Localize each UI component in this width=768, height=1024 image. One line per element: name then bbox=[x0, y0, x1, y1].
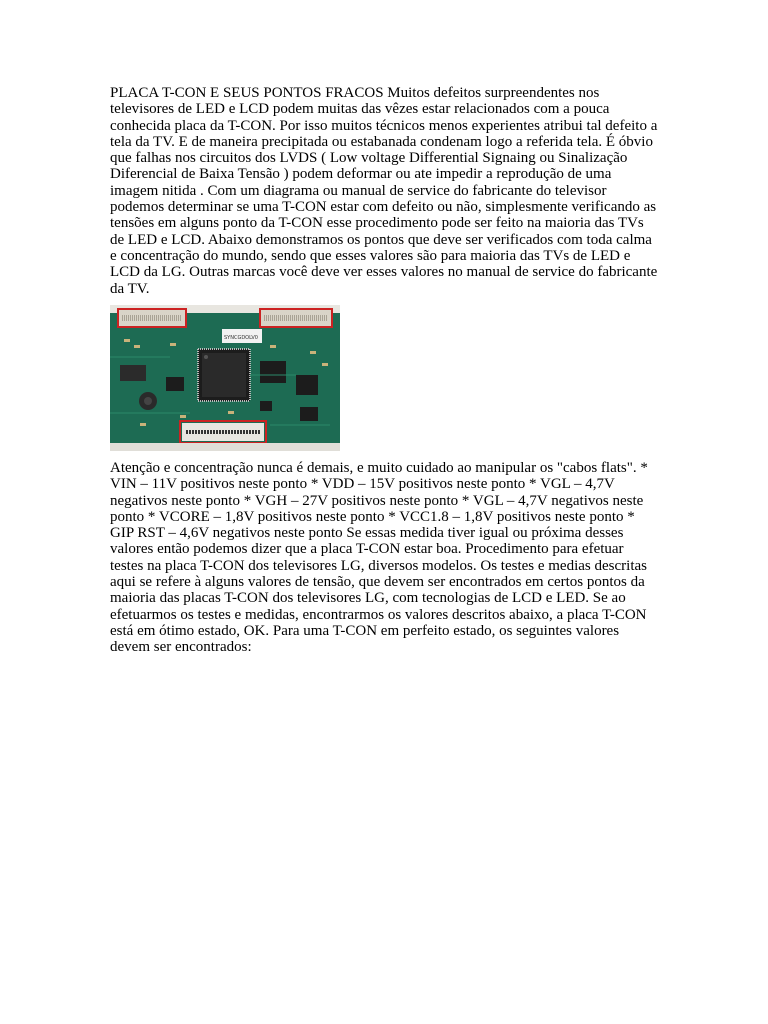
paragraph-intro: PLACA T-CON E SEUS PONTOS FRACOS Muitos defeitos surpreendentes nos televisores de LED e LCD podem muitas das vêzes estar relacionados com a pouca conhecida placa da T-CON. Por isso muitos técnicos menos experientes atribui tal defeito a tela da TV. E de maneira precipitada ou estabanada condenam logo a referida tela. É óbvio que falhas nos circuitos dos LVDS ( Low voltage Differential Signaing ou Sinalização Diferencial de Baixa Tensão ) podem deformar ou ate impedir a reprodução de uma imagem nitida . Com um diagrama ou manual de service do fabricante do televisor podemos determinar se uma T-CON estar com defeito ou não, simplesmente verificando as tensões em alguns ponto da T-CON esse procedimento pode ser feito na maioria das TVs de LED e LCD. Abaixo demonstramos os pontos que deve ser verificados com toda calma e concentração do mundo, sendo que esses valores são para maioria das TVs de LED e LCD da LG. Outras marcas você deve ver esses valores no manual de service do fabricante da TV. bbox=[110, 85, 658, 297]
paragraph-test-values: Atenção e concentração nunca é demais, e muito cuidado ao manipular os "cabos flats". * VIN – 11V positivos neste ponto * VDD – 15V positivos neste ponto * VGL – 4,7V negativos neste ponto * VGH – 27V positivos neste ponto * VGL – 4,7V negativos neste ponto * VCORE – 1,8V positivos neste ponto * VCC1.8 – 1,8V positivos neste ponto * GIP RST – 4,6V negativos neste ponto Se essas medida tiver igual ou próxima desses valores então podemos dizer que a placa T-CON estar boa. Procedimento para efetuar testes na placa T-CON dos televisores LG, diversos modelos. Os testes e medias descritas aqui se refere à alguns valores de tensão, que devem ser encontrados em certos pontos da maioria das placas T-CON dos televisores LG, com tecnologias de LCD e LED. Se ao efetuarmos os testes e medidas, encontrarmos os valores descritos abaixo, a placa T-CON está em ótimo estado, OK. Para uma T-CON em perfeito estado, os seguintes valores devem ser encontrados: bbox=[110, 460, 648, 656]
tcon-board-photo bbox=[110, 305, 340, 451]
svg-text:SYNCGDOLV0: SYNCGDOLV0 bbox=[224, 335, 258, 341]
